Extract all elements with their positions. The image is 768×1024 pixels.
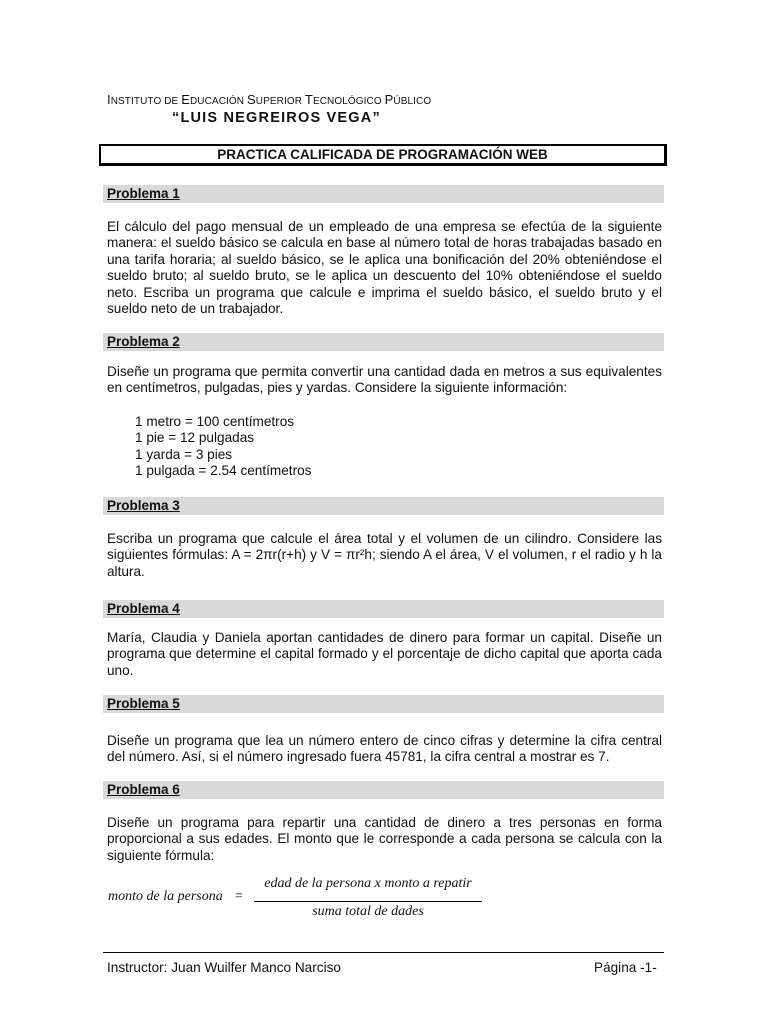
problem-label: Problema 1 — [107, 186, 180, 201]
problem-heading — [103, 497, 664, 515]
problem-heading — [103, 185, 664, 203]
problem-text: Diseñe un programa que lea un número entero de cinco cifras y determine la cifra central del número. Así, si el número ingresado fuera 45781, la cifra central a mostrar es 7. — [107, 733, 662, 765]
institution-word: TECNOLÓGICO — [304, 92, 385, 107]
formula-denominator: suma total de dades — [312, 904, 424, 919]
formula-lhs: monto de la persona — [108, 889, 223, 904]
problem-heading — [103, 600, 664, 618]
problem-heading — [103, 695, 664, 713]
problem-text: Diseñe un programa que permita convertir una cantidad dada en metros a sus equivalentes en centímetros, pulgadas, pies y yardas. Considere la siguiente información: — [107, 364, 662, 396]
problem-label: Problema 4 — [107, 601, 180, 616]
document-title: PRACTICA CALIFICADA DE PROGRAMACIÓN WEB — [99, 144, 667, 166]
conversion-list — [135, 414, 311, 480]
problem-label: Problema 6 — [107, 782, 180, 797]
problem-heading — [103, 333, 664, 351]
footer-divider — [103, 952, 664, 953]
list-item: 1 pulgada = 2.54 centímetros — [135, 463, 312, 479]
footer-instructor: Instructor: Juan Wuilfer Manco Narciso — [107, 960, 341, 975]
institution-word: INSTITUTO DE — [107, 92, 182, 107]
problem-heading — [103, 781, 664, 799]
list-item: 1 metro = 100 centímetros — [135, 414, 295, 429]
footer-page-number: Página -1- — [594, 960, 657, 975]
school-name: “LUIS NEGREIROS VEGA” — [172, 110, 381, 126]
institution-name — [107, 92, 431, 107]
problem-text: Diseñe un programa para repartir una cantidad de dinero a tres personas en forma proporcional a sus edades. El monto que le corresponde a cada persona se calcula con la siguiente fórmula: — [107, 815, 662, 863]
problem-label: Problema 2 — [107, 334, 180, 349]
institution-word: PÚBLICO — [384, 92, 432, 107]
formula-equals: = — [235, 889, 243, 904]
problem-text: El cálculo del pago mensual de un empleado de una empresa se efectúa de la siguiente manera: el sueldo básico se calcula en base al número total de horas trabajadas basado en una tarifa horaria; al sueldo básico, se le aplica una bonificación del 20% obteniéndose el sueldo bruto; al sueldo bruto, se le aplica un descuento del 10% obteniéndose el sueldo neto. Escriba un programa que calcule e imprima el sueldo básico, el sueldo bruto y el sueldo neto de un trabajador. — [107, 219, 662, 317]
problem-text: María, Claudia y Daniela aportan cantidades de dinero para formar un capital. Diseñe un programa que determine el capital formado y el porcentaje de dicho capital que aporta cada uno. — [107, 630, 662, 678]
list-item: 1 yarda = 3 pies — [135, 446, 233, 462]
problem-label: Problema 3 — [107, 498, 180, 513]
formula-numerator: edad de la persona x monto a repatir — [264, 876, 472, 891]
fraction-bar — [254, 901, 482, 902]
institution-word: SUPERIOR — [246, 92, 305, 107]
list-item: 1 pie = 12 pulgadas — [135, 430, 255, 446]
institution-word: EDUCACIÓN — [181, 92, 247, 107]
problem-label: Problema 5 — [107, 696, 180, 711]
formula — [108, 876, 488, 926]
problem-text: Escriba un programa que calcule el área total y el volumen de un cilindro. Considere las siguientes fórmulas: A = 2πr(r+h) y V = πr²h; siendo A el área, V el volumen, r el radio y h la altura. — [107, 531, 662, 579]
